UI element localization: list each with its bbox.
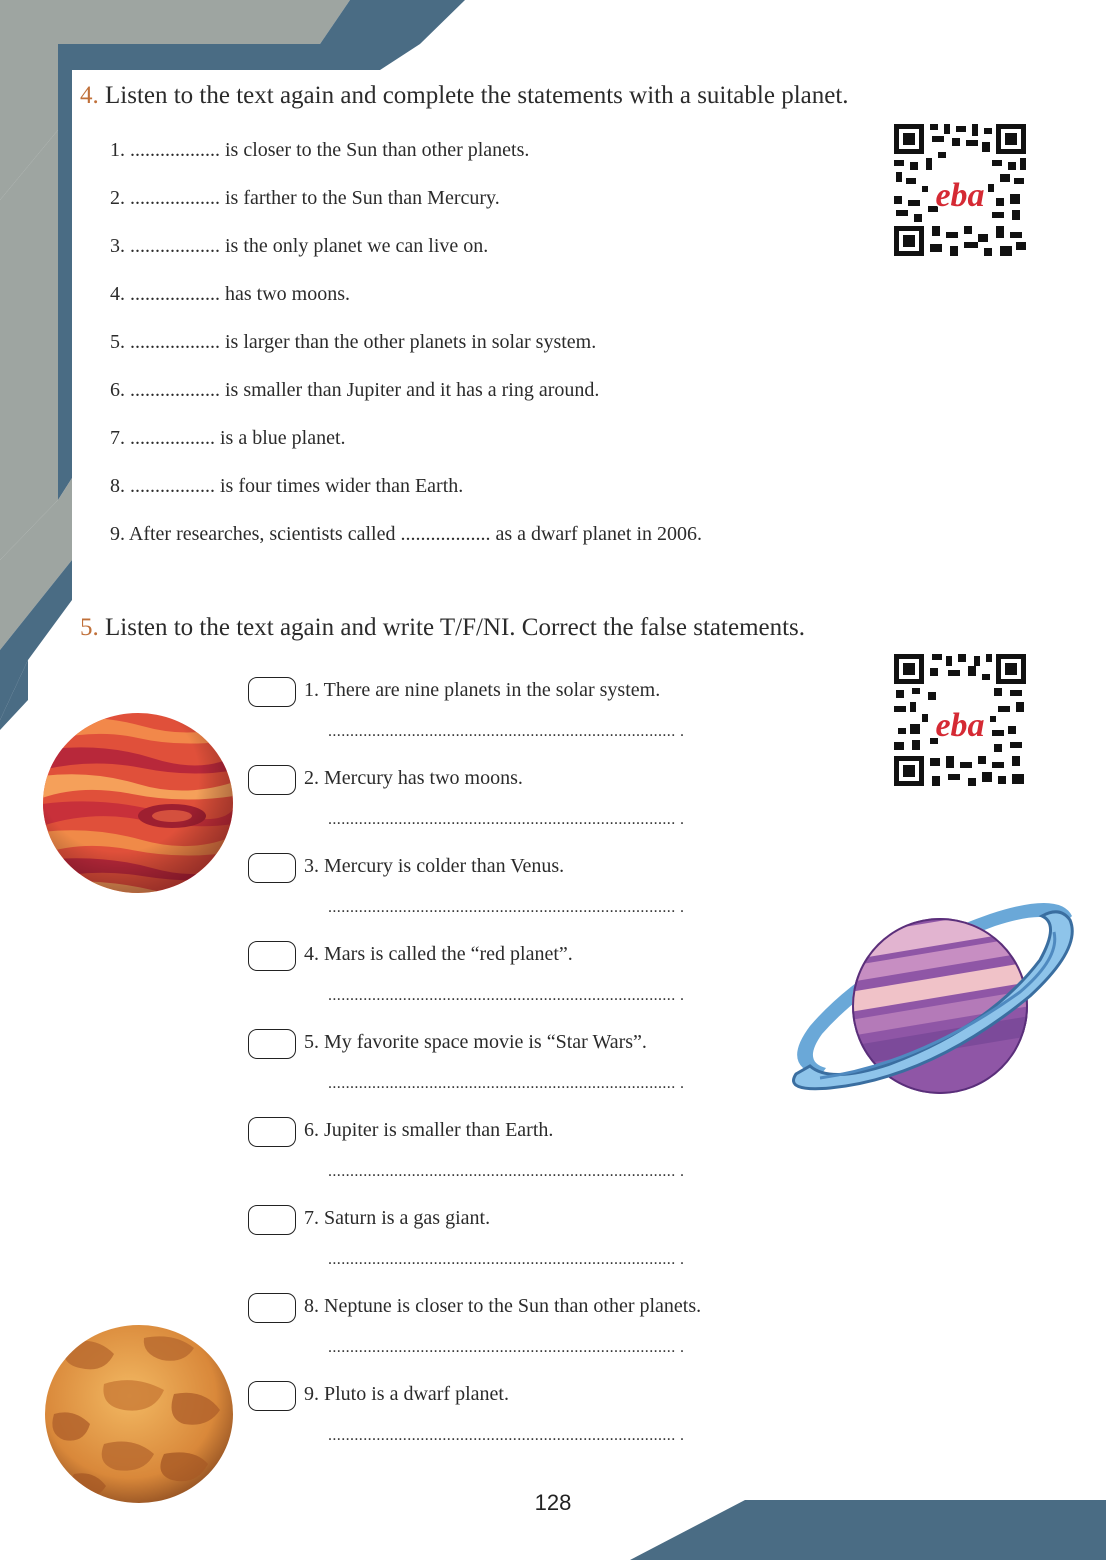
tf-statement: 3. Mercury is colder than Venus. [304,855,565,877]
exercise-5-instruction: Listen to the text again and write T/F/NI. Correct the false statements. [105,614,806,641]
qr-code-icon[interactable] [892,652,1028,788]
tf-statement: 5. My favorite space movie is “Star Wars”. [304,1031,647,1053]
tf-statement: 8. Neptune is closer to the Sun than other planets. [304,1295,702,1317]
answer-box[interactable] [248,853,296,883]
exercise-4-item-8: 8. ................. is four times wider than Earth. [110,475,464,497]
answer-box[interactable] [248,1293,296,1323]
exercise-4-item-6: 6. .................. is smaller than Jupiter and it has a ring around. [110,379,600,401]
tf-statement: 2. Mercury has two moons. [304,767,523,789]
tf-statement: 6. Jupiter is smaller than Earth. [304,1119,554,1141]
answer-box[interactable] [248,765,296,795]
tf-statement: 1. There are nine planets in the solar system. [304,679,661,701]
correction-line[interactable]: ............................................................................... . [328,899,685,916]
exercise-4-item-7: 7. ................. is a blue planet. [110,427,346,449]
exercise-4-item-4: 4. .................. has two moons. [110,283,350,305]
exercise-4-heading [80,82,849,110]
exercise-4-item-1: 1. .................. is closer to the Sun than other planets. [110,139,530,161]
correction-line[interactable]: ............................................................................... . [328,723,685,740]
exercise-4-item-9: 9. After researches, scientists called .................. as a dwarf planet in 2006. [110,523,703,545]
answer-box[interactable] [248,1381,296,1411]
answer-box[interactable] [248,941,296,971]
correction-line[interactable]: ............................................................................... . [328,1163,685,1180]
jupiter-illustration [42,712,234,894]
eba-logo: eba [935,707,985,744]
correction-line[interactable]: ............................................................................... . [328,1251,685,1268]
correction-line[interactable]: ............................................................................... . [328,1075,685,1092]
tf-statement: 7. Saturn is a gas giant. [304,1207,491,1229]
exercise-5-number: 5. [80,614,99,641]
tf-statement: 4. Mars is called the “red planet”. [304,943,573,965]
venus-illustration [44,1324,234,1504]
answer-box[interactable] [248,1117,296,1147]
eba-logo: eba [935,177,985,214]
answer-box[interactable] [248,677,296,707]
exercise-4-item-3: 3. .................. is the only planet we can live on. [110,235,489,257]
exercise-4-item-5: 5. .................. is larger than the other planets in solar system. [110,331,597,353]
exercise-5-heading [80,614,805,642]
correction-line[interactable]: ............................................................................... . [328,1339,685,1356]
exercise-4-instruction: Listen to the text again and complete the statements with a suitable planet. [105,82,849,109]
tf-statement: 9. Pluto is a dwarf planet. [304,1383,509,1405]
correction-line[interactable]: ............................................................................... . [328,811,685,828]
answer-box[interactable] [248,1205,296,1235]
exercise-4-number: 4. [80,82,99,109]
answer-box[interactable] [248,1029,296,1059]
exercise-4-item-2: 2. .................. is farther to the Sun than Mercury. [110,187,500,209]
page-number: 128 [534,1490,572,1515]
correction-line[interactable]: ............................................................................... . [328,987,685,1004]
correction-line[interactable]: ............................................................................... . [328,1427,685,1444]
qr-code-icon[interactable] [892,122,1028,258]
saturn-illustration [790,896,1076,1096]
